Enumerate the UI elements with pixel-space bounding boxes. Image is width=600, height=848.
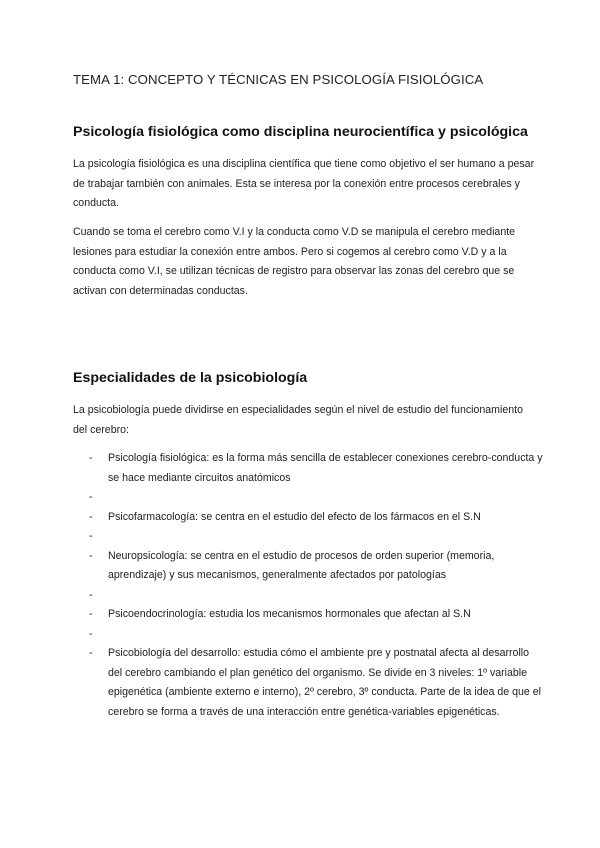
list-item-empty (73, 586, 543, 606)
bullet-dash: - (89, 627, 93, 640)
bullet-dash: - (89, 510, 93, 523)
list-item-text: Psicofarmacología: se centra en el estudio del efecto de los fármacos en el S.N (108, 510, 481, 523)
list-item (73, 605, 543, 625)
paragraph-especialidades-intro: La psicobiología puede dividirse en especialidades según el nivel de estudio del funcionamiento del cerebro: (73, 404, 523, 436)
list-item (73, 644, 543, 722)
bullet-dash: - (89, 452, 93, 464)
list-item (73, 449, 543, 488)
bullet-dash: - (89, 491, 93, 503)
list-item-text: Neuropsicología: se centra en el estudio de procesos de orden superior (memoria, aprendizaje) y sus mecanismos, generalmente afectados por patologías (108, 549, 495, 581)
bullet-dash: - (89, 647, 93, 659)
section-heading-especialidades: Especialidades de la psicobiología (73, 370, 308, 386)
especialidades-list (73, 449, 543, 722)
list-item-text: Psicobiología del desarrollo: estudia cómo el ambiente pre y postnatal afecta al desarrollo del cerebro cambiando el plan genético del organismo. Se divide en 3 niveles: 1º variable epigenética (ambiente externo e interno), 2º cerebro, 3º conducta. Parte de la idea de que el cerebro se forma a través de una interacción entre genética-variables epigenéticas. (108, 647, 541, 718)
list-item (73, 547, 543, 586)
bullet-dash: - (89, 530, 93, 542)
document-title: TEMA 1: CONCEPTO Y TÉCNICAS EN PSICOLOGÍA FISIOLÓGICA (73, 72, 484, 87)
bullet-dash: - (89, 549, 93, 562)
section-heading-psicologia-fisiologica: Psicología fisiológica como disciplina neurocientífica y psicológica (73, 124, 528, 140)
bullet-dash: - (89, 588, 93, 601)
list-item-empty (73, 625, 543, 645)
paragraph-vi-vd: Cuando se toma el cerebro como V.I y la conducta como V.D se manipula el cerebro mediante lesiones para estudiar la conexión entre ambos. Pero si cogemos al cerebro como V.D y a la conducta como V.I, se utilizan técnicas de registro para observar las zonas del cerebro que se activan con determinadas conductas. (73, 226, 516, 297)
list-item-text: Psicoendocrinología: estudia los mecanismos hormonales que afectan al S.N (108, 608, 471, 620)
list-item (73, 508, 543, 528)
paragraph-definition: La psicología fisiológica es una disciplina científica que tiene como objetivo el ser humano a pesar de trabajar también con animales. Esta se interesa por la conexión entre procesos cerebrales y conducta. (73, 158, 535, 209)
list-item-empty (73, 527, 543, 547)
bullet-dash: - (89, 608, 93, 620)
list-item-empty (73, 488, 543, 508)
list-item-text: Psicología fisiológica: es la forma más sencilla de establecer conexiones cerebro-conducta y se hace mediante circuitos anatómicos (108, 452, 543, 484)
